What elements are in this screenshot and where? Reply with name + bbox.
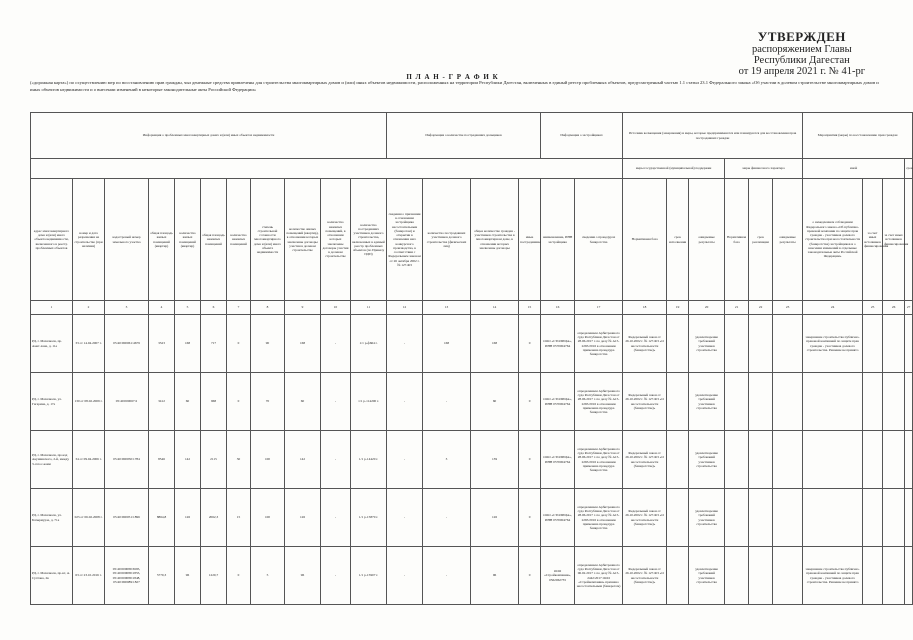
cell-cadastral: 05:40:000061:4679 [105,315,149,373]
cell-total: 126 [471,489,519,547]
column-header: количество жилых помещений (квартир) [175,179,201,301]
cell-victims: - [423,373,471,431]
cell-cadastral: 05:40:000051:1896 [105,489,149,547]
schedule-table [30,112,913,605]
cell-address: РД, г. Махачкала, пр-кт, А. Султана, 2в [31,547,73,605]
column-header: о немедленном соблюдении Федерального закона «Об публично-правовой компании по защите прав граждан - участников долевого строительства при несостоятельности (банкротстве) застройщиков и о внесении изменений в отдельные законодательные акты Российской Федерации» [803,179,863,301]
cell-norm2 [725,489,749,547]
cell-victims-reg: 1/1 р-114200 г. [351,373,387,431]
column-number: 7 [227,301,251,315]
cell-term [667,547,689,605]
cell-other-src2 [883,547,905,605]
cell-other: 0 [519,373,541,431]
cell-result: удовлетворение требований участников строительства [689,315,725,373]
cell-other-src2 [883,315,905,373]
column-header: количество пострадавших участников долевого строительства, включенных в единый реестр проблемных объектов (по Приказу ПДП) [351,179,387,301]
column-number: 4 [149,301,175,315]
cell-normative: Федеральный закон от 26.10.2002 г. № 127-ФЗ «О несостоятельности (банкротстве)» [623,431,667,489]
column-number: 13 [423,301,471,315]
group-header-measures: Мероприятия (меры) по восстановлению прав граждан [803,113,913,159]
column-header: номер и дата разрешения на строительство (при наличии) [73,179,105,301]
column-number: 24 [803,301,863,315]
cell-contracts-res: 126 [285,489,321,547]
cell-qty-nonres: 30 [227,431,251,489]
column-number: 9 [285,301,321,315]
cell-other-src [863,373,883,431]
cell-cadastral: 05:40:000067:2 [105,373,149,431]
column-header: иные пострадавшие [519,179,541,301]
table-row [31,431,913,489]
column-number: 10 [321,301,351,315]
cell-victims: - [423,489,471,547]
column-number: 11 [351,301,387,315]
cell-contracts-nonres: - [321,431,351,489]
cell-trailing [905,431,913,489]
column-number: 8 [251,301,285,315]
column-header: наименование, ИНН застройщика [541,179,575,301]
cell-permit: 025 от 06.02.2008 г. [73,489,105,547]
approved-heading: УТВЕРЖДЕН [757,29,846,44]
column-number: 20 [689,301,725,315]
sub-header-other: иной [803,159,905,179]
plan-title: П Л А Н - Г Р А Ф И К [406,73,499,81]
cell-address: РД, г. Махачкала, пр. Амет-хана, д. 11е [31,315,73,373]
cell-victims-reg: 1/1 р-15907 г. [351,547,387,605]
cell-area-res: 5770,3 [149,547,175,605]
column-header: Нормативная база [725,179,749,301]
order-line-1: распоряжением Главы [751,43,852,55]
cell-total: 139 [471,431,519,489]
sub-header-financial: меры финансового характера [725,159,803,179]
cell-qty-nonres: 0 [227,315,251,373]
column-number: 12 [387,301,423,315]
cell-qty-nonres: 15 [227,489,251,547]
cell-cadastral: 05:40:000089:3695, 05:40:000089:1855, 05:40:000089:1848, 05:40:000089:1827 [105,547,149,605]
cell-other: 0 [519,315,541,373]
sub-header-row [31,159,913,179]
cell-trailing [905,547,913,605]
column-header: общее количество граждан - участников строительства в многоквартирном доме, в отношении которых заключены договоры [471,179,519,301]
table-row [31,315,913,373]
cell-victims: 3 [423,431,471,489]
cell-total: 168 [471,315,519,373]
cell-normative: Федеральный закон от 26.10.2002 г. № 127-ФЗ «О несостоятельности (банкротстве)» [623,315,667,373]
cell-other-src2 [883,431,905,489]
cell-result2 [773,547,803,605]
cell-bankrupt: - [387,489,423,547]
cell-area-nonres: 968 [201,373,227,431]
table-row [31,489,913,547]
column-number-row [31,301,913,315]
column-number: 26 [883,301,905,315]
cell-normative: Федеральный закон от 26.10.2002 г. № 127-ФЗ «О несостоятельности (банкротстве)» [623,489,667,547]
group-header-objects: Информация о проблемных многоквартирных домах и (или) иных объектах недвижимости [31,113,387,159]
approval-block [739,30,865,77]
cell-result2 [773,373,803,431]
column-header: сведения о процедурах банкротства [575,179,623,301]
cell-term [667,373,689,431]
cell-victims-reg: 1/1 р-ф664 г. [351,315,387,373]
cell-area-res: 3323 [149,315,175,373]
cell-term2 [749,431,773,489]
cell-address: РД, г. Махачкала, проезд Акушинского, 2-й, между 3-4 пос-ками [31,431,73,489]
cell-measure: завершение строительства публично-правовой компанией по защите прав граждан - участников долевого строительства. Решение не принято [803,547,863,605]
cell-total: 96 [471,547,519,605]
cell-area-nonres: 2115 [201,431,227,489]
column-header: срок исполнения [667,179,689,301]
cell-contracts-res: 142 [285,431,321,489]
cell-permit: 33 от 14.04.2007 г. [73,315,105,373]
cell-result: удовлетворение требований участников строительства [689,489,725,547]
column-number: 19 [667,301,689,315]
cell-area-nonres: 2062,3 [201,489,227,547]
cell-qty-nonres: 0 [227,373,251,431]
cell-other: 0 [519,431,541,489]
column-number: 5 [175,301,201,315]
column-header: ожидаемые результаты [689,179,725,301]
column-header: срок реализации [749,179,773,301]
cell-result2 [773,315,803,373]
column-number: 27 [905,301,913,315]
cell-other-src [863,547,883,605]
cell-area-res: 8546 [149,431,175,489]
cell-other-src [863,315,883,373]
cell-developer: ООО «СТОЛИЦА», ИНН 0570004764 [541,315,575,373]
cell-norm2 [725,547,749,605]
cell-total: 60 [471,373,519,431]
cell-normative: Федеральный закон от 26.10.2002 г. № 127-ФЗ «О несостоятельности (банкротстве)» [623,547,667,605]
cell-term [667,315,689,373]
cell-contracts-nonres: - [321,373,351,431]
cell-measure: завершение строительства публично-правовой компанией по защите прав граждан - участников долевого строительства. Решение не принято [803,315,863,373]
column-number: 23 [773,301,803,315]
cell-readiness: 100 [251,489,285,547]
cell-cadastral: 05:40:000050:1784 [105,431,149,489]
cell-bankrupt: - [387,373,423,431]
cell-term2 [749,373,773,431]
cell-contracts-nonres: - [321,489,351,547]
column-header: за счет иных источников финансирования [863,179,883,301]
cell-developer: ООО «СТОЛИЦА», ИНН 0570004764 [541,373,575,431]
cell-procedure: определением Арбитражного суда Республики Дагестан от 28.06.2017 г. по делу № А15-2265/2016 в отношении применена процедура банкротства [575,315,623,373]
column-number: 2 [73,301,105,315]
column-number: 14 [471,301,519,315]
cell-other-src [863,489,883,547]
cell-address: РД, г. Махачкала, ул. Гагарина, д. 17а [31,373,73,431]
column-header: ожидаемые результаты [773,179,803,301]
column-number: 18 [623,301,667,315]
column-header: сведения о признании в отношении застройщика несостоятельным (банкротом) и открытии в отношении него конкурсного производства, в соответствии с Федеральным законом от 26 октября 2002 г. № 127-ФЗ [387,179,423,301]
cell-term2 [749,315,773,373]
column-header [905,179,913,301]
column-header: общая площадь нежилых помещений [201,179,227,301]
cell-result: удовлетворение требований участников строительства [689,431,725,489]
cell-trailing [905,489,913,547]
cell-term [667,489,689,547]
cell-area-nonres: 717 [201,315,227,373]
cell-developer: ООО «СТОЛИЦА», ИНН 0570004764 [541,489,575,547]
column-header: степень строительной готовности многоквартирного дома и (или) иного объекта недвижимости [251,179,285,301]
sub-header-state-support: меры государственной (муниципальной) поддержки [623,159,725,179]
cell-area-res: 3412 [149,373,175,431]
cell-term2 [749,489,773,547]
cell-procedure: определением Арбитражного суда Республики Дагестан от 28.06.2017 г. по делу № А15-2265/2016 в отношении применена процедура банкротства [575,373,623,431]
cell-trailing [905,373,913,431]
cell-contracts-res: 60 [285,373,321,431]
cell-victims: 168 [423,315,471,373]
cell-area-nonres: 1220,7 [201,547,227,605]
cell-readiness: 90 [251,315,285,373]
cell-term [667,431,689,489]
column-number: 6 [201,301,227,315]
cell-contracts-res: 168 [285,315,321,373]
cell-other-src2 [883,373,905,431]
cell-victims: - [423,547,471,605]
cell-result2 [773,489,803,547]
plan-subtitle: («дорожная карта») по осуществлению мер по восстановлению прав граждан, чьи денежные средства привлечены для строительства многоквартирных домов и (или) иных объектов недвижимости, расположенных на территории Республики Дагестан, включенных в единый реестр проблемных объектов, предусмотренный частью 1.1 статьи 23.1 Федерального закона «Об участии в долевом строительстве многоквартирных домов и иных объектов недвижимости и о внесении изменений в некоторые законодательные акты Российской Федерации» [30,80,879,92]
cell-measure [803,489,863,547]
column-header: адрес многоквартирного дома и (или) иного объекта недвижимости, включенного в реестр проблемных объектов [31,179,73,301]
cell-measure [803,373,863,431]
order-date: от 19 апреля 2021 г. № 41-рг [738,65,865,77]
cell-bankrupt: - [387,547,423,605]
column-header: кадастровый номер земельного участка [105,179,149,301]
cell-bankrupt: - [387,431,423,489]
column-header: количество нежилых помещений [227,179,251,301]
cell-norm2 [725,431,749,489]
cell-other-src [863,431,883,489]
column-header: количество жилых помещений (квартир), в отношении которых заключены договоры участия в долевом строительстве [285,179,321,301]
cell-victims-reg: 1/1 р-14420 г. [351,431,387,489]
cell-readiness: 70 [251,373,285,431]
column-header: количество нежилых помещений, в отношении которых заключены договоры участия в долевом строительстве [321,179,351,301]
cell-qty-res: 126 [175,489,201,547]
cell-result2 [773,431,803,489]
cell-result: удовлетворение требований участников строительства [689,547,725,605]
column-number: 1 [31,301,73,315]
cell-qty-res: 96 [175,547,201,605]
group-header-developers: Информация о застройщиках [541,113,623,159]
cell-qty-res: 60 [175,373,201,431]
cell-normative: Федеральный закон от 26.10.2002 г. № 127-ФЗ «О несостоятельности (банкротстве)» [623,373,667,431]
column-header: Нормативная база [623,179,667,301]
cell-qty-nonres: 0 [227,547,251,605]
column-header: количество пострадавших участников долевого строительства (физических лиц) [423,179,471,301]
cell-permit: 34 от 09.04.2006 г. [73,431,105,489]
cell-victims-reg: 1/1 р-15870 г. [351,489,387,547]
column-number: 17 [575,301,623,315]
cell-contracts-nonres: - [321,547,351,605]
column-number: 25 [863,301,883,315]
cell-other: 0 [519,489,541,547]
column-number: 3 [105,301,149,315]
cell-norm2 [725,373,749,431]
cell-qty-res: 168 [175,315,201,373]
cell-trailing [905,315,913,373]
sub-header-blank [31,159,623,179]
cell-area-res: 8864,8 [149,489,175,547]
table-row [31,373,913,431]
cell-measure [803,431,863,489]
column-number: 16 [541,301,575,315]
cell-contracts-nonres: - [321,315,351,373]
cell-other: 0 [519,547,541,605]
column-number: 15 [519,301,541,315]
cell-permit: 130 от 08.02.2009 г. [73,373,105,431]
cell-procedure: определением Арбитражного суда Республики Дагестан от 28.06.2017 г. по делу № А15-2265/2016 в отношении применена процедура банкротства [575,431,623,489]
cell-developer: ООО «Стройкомпания», 0562062735 [541,547,575,605]
cell-qty-res: 142 [175,431,201,489]
cell-bankrupt: - [387,315,423,373]
column-number: 22 [749,301,773,315]
cell-readiness: 5 [251,547,285,605]
cell-procedure: определением Арбитражного суда Республики Дагестан от 06.02.2017 г. по делу № А15-2442/2017 ООО «Стройкомпания» признано несостоятельным (банкротом) [575,547,623,605]
column-number: 21 [725,301,749,315]
cell-developer: ООО «СТОЛИЦА», ИНН 0570004764 [541,431,575,489]
table-row [31,547,913,605]
cell-permit: 63 от 23.10.2016 г. [73,547,105,605]
cell-norm2 [725,315,749,373]
cell-readiness: 100 [251,431,285,489]
cell-other-src2 [883,489,905,547]
group-header-sources: Источник возмещения (завершения) и меры, которые предпринимаются или планируются для восстановления прав пострадавших граждан [623,113,803,159]
group-header-row [31,113,913,159]
order-line-2: Республики Дагестан [753,54,850,66]
column-header: общая площадь жилых помещений (квартир) [149,179,175,301]
column-header: за счет иных источников финансирования [883,179,905,301]
cell-result: удовлетворение требований участников строительства [689,373,725,431]
group-header-victims: Информация о количестве пострадавших дольщиков [387,113,541,159]
cell-term2 [749,547,773,605]
sub-header-term: срок [905,159,913,179]
cell-procedure: определением Арбитражного суда Республики Дагестан от 28.06.2017 г. по делу № А15-2265/2016 в отношении применена процедура банкротства [575,489,623,547]
cell-contracts-res: 96 [285,547,321,605]
cell-address: РД, г. Махачкала, ул. Батырмурза, д. 71а [31,489,73,547]
column-header-row [31,179,913,301]
